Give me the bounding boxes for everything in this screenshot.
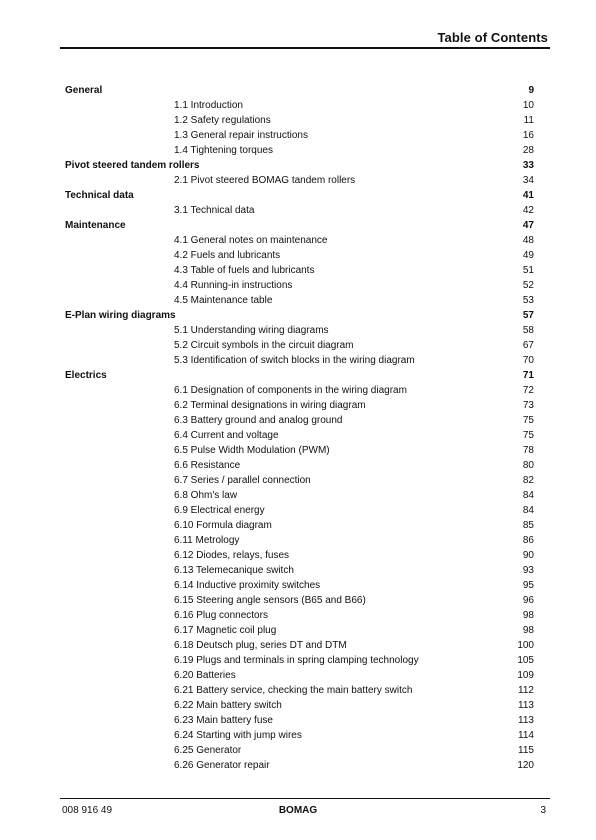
toc-section-title: 6.23 Main battery fuse [174,715,273,726]
toc-page-number: 109 [517,670,534,681]
toc-section-row[interactable] [0,655,596,670]
toc-page-number: 75 [522,430,534,441]
toc-section-row[interactable] [0,745,596,760]
toc-chapter-title: Pivot steered tandem rollers [65,159,200,171]
toc-chapter-row[interactable] [0,310,596,325]
toc-page-number: 52 [522,280,534,291]
toc-chapter-row[interactable] [0,220,596,235]
toc-section-title: 5.2 Circuit symbols in the circuit diagram [174,340,354,351]
toc-section-title: 6.14 Inductive proximity switches [174,580,321,591]
toc-chapter-row[interactable] [0,370,596,385]
toc-page-number: 47 [522,219,534,231]
toc-section-row[interactable] [0,670,596,685]
toc-section-row[interactable] [0,340,596,355]
toc-section-row[interactable] [0,445,596,460]
toc-section-title: 2.1 Pivot steered BOMAG tandem rollers [174,175,356,186]
toc-page-number: 73 [522,400,534,411]
toc-section-title: 6.13 Telemecanique switch [174,565,294,576]
toc-chapter-title: General [65,84,103,96]
toc-section-title: 6.9 Electrical energy [174,505,265,516]
toc-section-title: 6.3 Battery ground and analog ground [174,415,343,426]
toc-page-number: 98 [522,625,534,636]
toc-section-row[interactable] [0,625,596,640]
toc-page-number: 115 [518,745,534,756]
toc-section-row[interactable] [0,415,596,430]
toc-section-title: 4.1 General notes on maintenance [174,235,328,246]
toc-section-title: 6.1 Designation of components in the wiring diagram [174,385,407,396]
toc-page-number: 82 [522,475,534,486]
toc-page-number: 98 [522,610,534,621]
toc-page-number: 112 [518,685,534,696]
toc-section-title: 6.21 Battery service, checking the main battery switch [174,685,413,696]
toc-page-number: 10 [522,100,534,111]
toc-section-title: 4.5 Maintenance table [174,295,273,306]
toc-section-row[interactable] [0,250,596,265]
toc-page-number: 51 [522,265,534,276]
toc-section-row[interactable] [0,235,596,250]
toc-page-number: 48 [522,235,534,246]
toc-section-row[interactable] [0,400,596,415]
toc-page-number: 80 [522,460,534,471]
toc-chapter-row[interactable] [0,160,596,175]
toc-section-title: 1.1 Introduction [174,100,243,111]
toc-page-number: 72 [522,385,534,396]
toc-section-title: 6.25 Generator [174,745,242,756]
toc-page-number: 75 [522,415,534,426]
toc-page-number: 16 [522,130,534,141]
toc-section-row[interactable] [0,505,596,520]
footer-page-number: 3 [540,805,546,816]
toc-section-row[interactable] [0,640,596,655]
toc-section-title: 6.20 Batteries [174,670,236,681]
toc-page-number: 67 [522,340,534,351]
toc-section-row[interactable] [0,100,596,115]
toc-section-row[interactable] [0,280,596,295]
toc-page-number: 86 [522,535,534,546]
toc-chapter-title: Electrics [65,369,107,381]
toc-page-number: 113 [518,700,534,711]
toc-section-row[interactable] [0,700,596,715]
toc-section-title: 6.10 Formula diagram [174,520,272,531]
toc-section-title: 4.4 Running-in instructions [174,280,293,291]
toc-section-row[interactable] [0,760,596,775]
toc-page-number: 34 [522,175,534,186]
toc-page-number: 9 [528,84,534,96]
toc-section-title: 6.26 Generator repair [174,760,270,771]
toc-section-row[interactable] [0,460,596,475]
toc-page-number: 58 [522,325,534,336]
toc-page-number: 93 [522,565,534,576]
toc-section-row[interactable] [0,355,596,370]
toc-page-number: 71 [522,369,534,381]
toc-section-row[interactable] [0,520,596,535]
toc-page-number: 41 [522,189,534,201]
toc-section-title: 6.2 Terminal designations in wiring diagram [174,400,366,411]
toc-page-number: 113 [518,715,534,726]
toc-section-title: 6.19 Plugs and terminals in spring clamping technology [174,655,419,666]
toc-page-number: 105 [517,655,534,666]
toc-section-row[interactable] [0,565,596,580]
toc-section-title: 6.6 Resistance [174,460,241,471]
toc-section-title: 6.5 Pulse Width Modulation (PWM) [174,445,330,456]
toc-section-title: 6.12 Diodes, relays, fuses [174,550,290,561]
toc-section-row[interactable] [0,385,596,400]
toc-section-row[interactable] [0,430,596,445]
toc-section-row[interactable] [0,730,596,745]
toc-section-title: 4.2 Fuels and lubricants [174,250,281,261]
toc-section-row[interactable] [0,715,596,730]
toc-page-number: 70 [522,355,534,366]
toc-section-row[interactable] [0,475,596,490]
toc-section-title: 6.4 Current and voltage [174,430,279,441]
toc-section-row[interactable] [0,205,596,220]
toc-section-row[interactable] [0,535,596,550]
toc-page-number: 90 [522,550,534,561]
toc-section-row[interactable] [0,685,596,700]
toc-chapter-row[interactable] [0,190,596,205]
toc-section-row[interactable] [0,490,596,505]
toc-page-number: 84 [522,490,534,501]
toc-page-number: 33 [522,159,534,171]
toc-page-number: 49 [522,250,534,261]
toc-section-row[interactable] [0,145,596,160]
toc-section-title: 6.17 Magnetic coil plug [174,625,277,636]
toc-page-number: 96 [522,595,534,606]
toc-section-row[interactable] [0,580,596,595]
toc-page-number: 53 [522,295,534,306]
toc-section-title: 6.11 Metrology [174,535,240,546]
toc-chapter-title: E-Plan wiring diagrams [65,309,176,321]
toc-section-row[interactable] [0,295,596,310]
toc-page-number: 84 [522,505,534,516]
toc-page-number: 114 [518,730,534,741]
toc-section-title: 6.15 Steering angle sensors (B65 and B66) [174,595,366,606]
header-title: Table of Contents [437,30,548,45]
toc-page-number: 11 [523,115,534,126]
toc-section-title: 6.24 Starting with jump wires [174,730,302,741]
toc-section-row[interactable] [0,595,596,610]
toc-section-title: 1.3 General repair instructions [174,130,308,141]
toc-section-title: 6.22 Main battery switch [174,700,282,711]
toc-section-title: 6.8 Ohm's law [174,490,238,501]
toc-section-row[interactable] [0,325,596,340]
toc-section-title: 5.1 Understanding wiring diagrams [174,325,329,336]
toc-section-title: 3.1 Technical data [174,205,255,216]
toc-page-number: 95 [522,580,534,591]
toc-page-number: 85 [522,520,534,531]
toc-chapter-row[interactable] [0,85,596,100]
toc-section-row[interactable] [0,130,596,145]
footer-doc-number: 008 916 49 [62,805,113,816]
toc-page-number: 120 [517,760,534,771]
toc-page-number: 100 [517,640,534,651]
toc-section-row[interactable] [0,115,596,130]
toc-section-title: 6.18 Deutsch plug, series DT and DTM [174,640,347,651]
toc-page-number: 57 [522,309,534,321]
toc-section-row[interactable] [0,610,596,625]
toc-page-number: 42 [522,205,534,216]
toc-section-title: 4.3 Table of fuels and lubricants [174,265,315,276]
header-rule [60,47,550,49]
toc-page-number: 78 [522,445,534,456]
toc-chapter-title: Maintenance [65,219,126,231]
toc-section-title: 6.16 Plug connectors [174,610,268,621]
toc-section-title: 6.7 Series / parallel connection [174,475,311,486]
toc-page-number: 28 [522,145,534,156]
footer-brand: BOMAG [278,805,318,816]
toc-section-title: 5.3 Identification of switch blocks in the wiring diagram [174,355,415,366]
toc-section-row[interactable] [0,550,596,565]
toc-section-row[interactable] [0,265,596,280]
footer-rule [60,798,550,799]
toc-section-title: 1.2 Safety regulations [174,115,271,126]
toc-section-row[interactable] [0,175,596,190]
toc-section-title: 1.4 Tightening torques [174,145,273,156]
toc-chapter-title: Technical data [65,189,134,201]
